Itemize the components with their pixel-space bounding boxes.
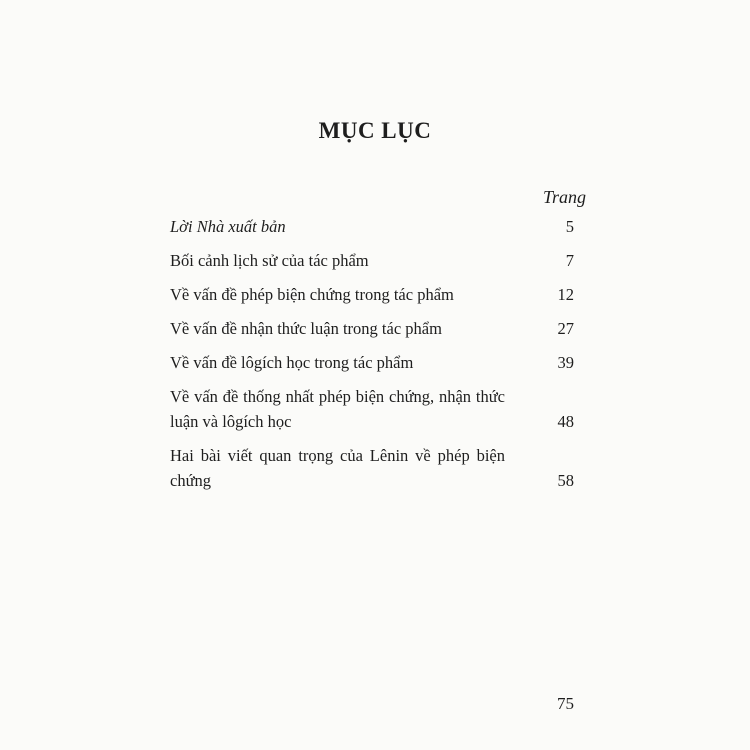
toc-entry-page: 27 [557, 319, 574, 338]
page-title: MỤC LỤC [318, 118, 432, 143]
toc-entry-title: Về vấn đề thống nhất phép biện chứng, nhận thức luận và lôgích học [170, 387, 505, 431]
toc-entry [170, 443, 574, 493]
toc-entry [170, 384, 574, 434]
page-number: 75 [557, 694, 574, 713]
toc-entry-page: 48 [557, 412, 574, 431]
toc-entry-page: 5 [565, 217, 574, 236]
toc-entry [170, 350, 574, 375]
page-column-label: Trang [542, 187, 586, 207]
toc-entry [170, 282, 574, 307]
toc-entry-page: 7 [565, 251, 574, 270]
toc-entry-title: Lời Nhà xuất bản [170, 217, 286, 236]
toc-entry [170, 248, 574, 273]
toc-entry [170, 214, 574, 239]
toc-entry-title: Về vấn đề lôgích học trong tác phẩm [170, 353, 414, 372]
toc-entry-page: 39 [557, 353, 574, 372]
toc-entry-title: Hai bài viết quan trọng của Lênin về phép biện chứng [170, 446, 505, 490]
toc-entry-title: Về vấn đề nhận thức luận trong tác phẩm [170, 319, 442, 338]
toc-entry [170, 316, 574, 341]
toc-entry-page: 12 [557, 285, 574, 304]
toc-entry-title: Bối cảnh lịch sử của tác phẩm [170, 251, 369, 270]
toc-entry-page: 58 [557, 471, 574, 490]
toc-entry-title: Về vấn đề phép biện chứng trong tác phẩm [170, 285, 454, 304]
table-of-contents [170, 214, 574, 502]
